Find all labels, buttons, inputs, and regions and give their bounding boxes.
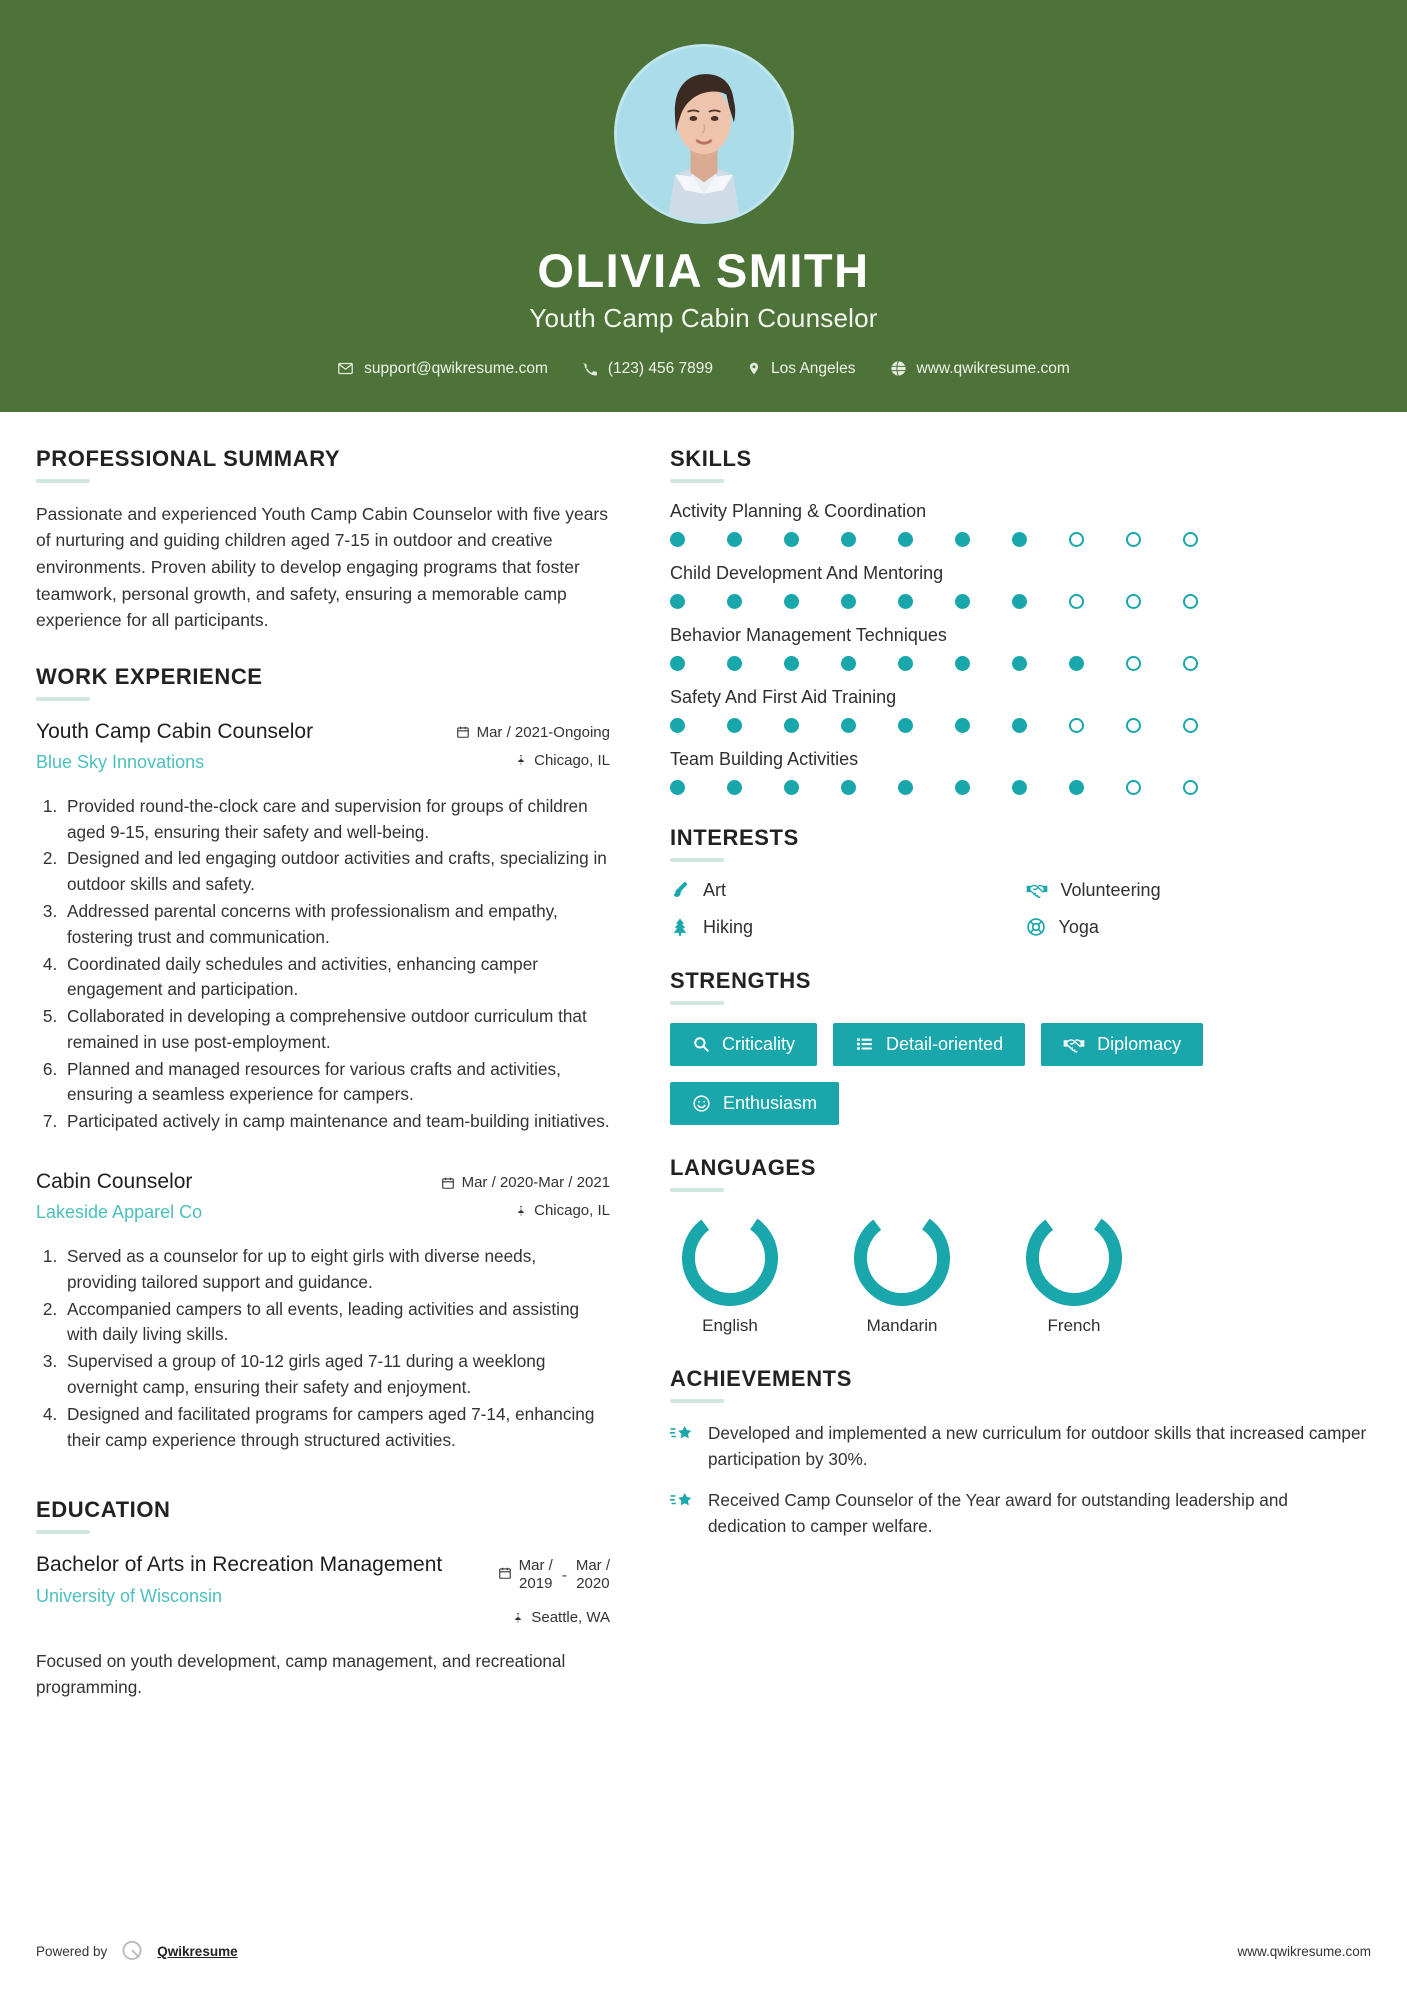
skill-dot-filled: [955, 594, 970, 609]
language-label: English: [702, 1315, 758, 1335]
education-school[interactable]: University of Wisconsin: [36, 1585, 223, 1606]
work-bullet: 1. Served as a counselor for up to eight girls with diverse needs, providing tailored support and guidance.: [62, 1244, 610, 1296]
skill-dot-filled: [1069, 656, 1084, 671]
skill-dot-empty: [1126, 594, 1141, 609]
education-start-date: [519, 1557, 553, 1593]
skill-dot-filled: [1012, 780, 1027, 795]
section-rule: [670, 1188, 724, 1192]
work-organization[interactable]: Blue Sky Innovations: [36, 751, 205, 772]
skill-label: Team Building Activities: [670, 748, 859, 769]
section-interests: [670, 825, 1371, 938]
pin-icon: [512, 1611, 524, 1625]
powered-by: [36, 1938, 238, 1964]
skill-label: Child Development And Mentoring: [670, 562, 944, 583]
education-end-year: 2020: [576, 1575, 610, 1593]
skill-dot-filled: [670, 532, 685, 547]
language-item: [1014, 1210, 1134, 1336]
achievement-item: [670, 1421, 1371, 1473]
strength-label: Detail-oriented: [886, 1033, 1004, 1054]
work-location: [441, 1202, 610, 1219]
work-entry: [36, 719, 610, 1135]
language-item: [842, 1210, 962, 1336]
work-organization[interactable]: Lakeside Apparel Co: [36, 1202, 203, 1223]
strength-badge-detail-oriented: [833, 1023, 1025, 1066]
skill-dot-empty: [1069, 594, 1084, 609]
list-icon: [855, 1035, 874, 1053]
skill-dot-filled: [670, 718, 685, 733]
contact-email-value: support@qwikresume.com: [364, 359, 548, 377]
globe-icon: [890, 360, 907, 377]
achievement-text: Developed and implemented a new curriculum for outdoor skills that increased camper participation by 30%.: [708, 1422, 1367, 1469]
section-work-experience: [36, 664, 610, 1454]
education-description: Focused on youth development, camp management, and recreational programming.: [36, 1651, 566, 1698]
education-date-dash: -: [561, 1566, 567, 1584]
skill-dot-empty: [1183, 780, 1198, 795]
skill-dot-filled: [1012, 594, 1027, 609]
section-heading-education: EDUCATION: [36, 1497, 171, 1523]
section-education: [36, 1497, 610, 1701]
strength-badge-criticality: [670, 1023, 817, 1066]
skill-dot-filled: [784, 780, 799, 795]
skill-dot-empty: [1126, 718, 1141, 733]
skill-dot-filled: [1012, 656, 1027, 671]
smiley-icon: [692, 1094, 711, 1113]
skill-dot-filled: [955, 656, 970, 671]
work-bullet: 5. Collaborated in developing a comprehensive outdoor curriculum that remained in use post-employment.: [62, 1004, 610, 1056]
skill-dot-filled: [898, 718, 913, 733]
pin-icon: [515, 1204, 527, 1218]
skill-rating: [670, 656, 1371, 671]
skill-dot-filled: [1012, 532, 1027, 547]
language-ring: [1014, 1210, 1134, 1306]
education-end-date: [576, 1557, 610, 1593]
skill-dot-filled: [670, 656, 685, 671]
education-location: [498, 1609, 610, 1626]
language-label: French: [1047, 1315, 1101, 1335]
education-location-value: Seattle, WA: [531, 1609, 610, 1627]
resume-footer: [0, 1914, 1407, 1990]
skill-dot-empty: [1069, 532, 1084, 547]
skill-dot-filled: [841, 780, 856, 795]
section-rule: [670, 1001, 724, 1005]
section-heading-strengths: STRENGTHS: [670, 967, 812, 993]
page-title: OLIVIA SMITH: [537, 244, 870, 297]
work-bullet: 2. Designed and led engaging outdoor activities and crafts, specializing in outdoor skills and safety.: [62, 846, 610, 898]
skill-dot-empty: [1183, 718, 1198, 733]
skill-dot-filled: [670, 594, 685, 609]
work-bullet: 3. Addressed parental concerns with professionalism and empathy, fostering trust and communication.: [62, 899, 610, 951]
achievement-item: [670, 1488, 1371, 1540]
interest-label: Art: [703, 879, 727, 900]
skill-item: [670, 501, 1371, 547]
skill-dot-filled: [955, 780, 970, 795]
skill-item: [670, 687, 1371, 733]
skill-dot-empty: [1183, 594, 1198, 609]
skill-dot-empty: [1126, 780, 1141, 795]
calendar-icon: [456, 725, 470, 739]
work-role: Cabin Counselor: [36, 1170, 193, 1194]
section-heading-interests: INTERESTS: [670, 824, 799, 850]
education-degree: Bachelor of Arts in Recreation Management: [36, 1553, 443, 1577]
section-rule: [670, 1399, 724, 1403]
skill-item: [670, 625, 1371, 671]
section-skills: [670, 446, 1371, 795]
section-strengths: [670, 968, 1371, 1125]
section-heading-skills: SKILLS: [670, 445, 752, 471]
language-label: Mandarin: [866, 1315, 938, 1335]
work-bullet: 4. Designed and facilitated programs for campers aged 7-14, enhancing their camp experience through structured activities.: [62, 1402, 610, 1454]
work-location: [456, 752, 610, 769]
strength-label: Enthusiasm: [723, 1092, 818, 1113]
resume-header: [0, 0, 1407, 412]
achievement-text: Received Camp Counselor of the Year award for outstanding leadership and dedication to camper welfare.: [708, 1490, 1288, 1537]
section-achievements: [670, 1366, 1371, 1540]
skill-item: [670, 563, 1371, 609]
work-entry: [36, 1169, 610, 1453]
work-dates-value: Mar / 2020-Mar / 2021: [461, 1174, 610, 1192]
skill-dot-filled: [727, 532, 742, 547]
work-bullets: [62, 794, 610, 1135]
skill-dot-filled: [1069, 780, 1084, 795]
skill-dot-filled: [841, 718, 856, 733]
skill-dot-filled: [841, 594, 856, 609]
contact-location-value: Los Angeles: [771, 359, 856, 377]
section-heading-achievements: ACHIEVEMENTS: [670, 1365, 852, 1391]
skill-dot-filled: [1012, 718, 1027, 733]
interest-label: Hiking: [703, 916, 754, 937]
work-bullet: 1. Provided round-the-clock care and supervision for groups of children aged 9-15, ensuring their safety and well-being.: [62, 794, 610, 846]
skill-dot-filled: [727, 656, 742, 671]
work-dates: [456, 724, 610, 741]
calendar-icon: [441, 1176, 455, 1190]
qwikresume-link[interactable]: Qwikresume: [157, 1943, 238, 1959]
section-heading-summary: PROFESSIONAL SUMMARY: [36, 445, 341, 471]
work-location-value: Chicago, IL: [534, 751, 610, 769]
strength-badge-diplomacy: [1041, 1023, 1203, 1066]
language-item: [670, 1210, 790, 1336]
work-role: Youth Camp Cabin Counselor: [36, 719, 314, 743]
education-entry: [36, 1552, 610, 1701]
avatar: [614, 44, 794, 224]
contact-phone-value: (123) 456 7899: [607, 359, 714, 377]
skill-dot-filled: [841, 656, 856, 671]
summary-text: Passionate and experienced Youth Camp Cabin Counselor with five years of nurturing and guiding children aged 7-15 in outdoor and creative environments. Proven ability to develop engaging programs that foster teamwork, personal growth, and safety, ensuring a memorable camp experience for all participants.: [36, 503, 609, 631]
contact-email[interactable]: [320, 360, 565, 378]
tree-icon: [670, 917, 690, 937]
powered-by-label: Powered by: [36, 1943, 108, 1959]
phone-icon: [582, 361, 598, 377]
education-dates: [498, 1557, 610, 1593]
interest-item: [670, 917, 1016, 938]
skill-dot-empty: [1183, 532, 1198, 547]
section-rule: [36, 1530, 90, 1534]
skill-dot-empty: [1183, 656, 1198, 671]
section-rule: [670, 479, 724, 483]
section-rule: [36, 697, 90, 701]
envelope-icon: [337, 360, 354, 377]
section-heading-work: WORK EXPERIENCE: [36, 663, 263, 689]
work-bullet: 4. Coordinated daily schedules and activities, enhancing camper engagement and participation.: [62, 952, 610, 1004]
contact-website[interactable]: [873, 360, 1087, 378]
contact-row: [0, 360, 1407, 378]
map-pin-icon: [747, 360, 761, 377]
resume-body: [0, 412, 1407, 1914]
handshake-icon: [1063, 1035, 1085, 1054]
work-bullet: 7. Participated actively in camp maintenance and team-building initiatives.: [62, 1109, 610, 1135]
skill-dot-filled: [727, 718, 742, 733]
lifebuoy-icon: [1026, 917, 1046, 937]
work-dates: [441, 1174, 610, 1191]
section-rule: [36, 479, 90, 483]
language-ring: [842, 1210, 962, 1306]
skill-dot-filled: [898, 780, 913, 795]
work-bullet: 2. Accompanied campers to all events, leading activities and assisting with daily living skills.: [62, 1297, 610, 1349]
skill-dot-filled: [784, 718, 799, 733]
section-languages: [670, 1155, 1371, 1336]
skill-rating: [670, 594, 1371, 609]
skill-dot-filled: [955, 532, 970, 547]
education-end-month: Mar /: [575, 1557, 610, 1575]
skill-dot-filled: [784, 656, 799, 671]
skill-label: Safety And First Aid Training: [670, 686, 897, 707]
star-badge-icon: [670, 1488, 694, 1513]
strength-label: Diplomacy: [1097, 1033, 1182, 1054]
calendar-icon: [498, 1557, 512, 1584]
interest-item: [1026, 917, 1372, 938]
education-start-month: Mar /: [518, 1557, 553, 1575]
work-bullet: 6. Planned and managed resources for various crafts and activities, ensuring a seamless experience for campers.: [62, 1057, 610, 1109]
skill-label: Behavior Management Techniques: [670, 624, 947, 645]
handshake-icon: [1026, 880, 1048, 900]
right-column: [636, 446, 1371, 1914]
star-badge-icon: [670, 1421, 694, 1446]
interest-item: [1026, 880, 1372, 901]
interest-label: Yoga: [1058, 916, 1099, 937]
work-bullet: 3. Supervised a group of 10-12 girls aged 7-11 during a weeklong overnight camp, ensuring their safety and enjoyment.: [62, 1349, 610, 1401]
skill-dot-filled: [784, 594, 799, 609]
pin-icon: [515, 753, 527, 767]
skill-dot-filled: [898, 594, 913, 609]
interest-label: Volunteering: [1060, 879, 1161, 900]
skill-rating: [670, 718, 1371, 733]
skill-dot-empty: [1069, 718, 1084, 733]
skill-dot-filled: [727, 780, 742, 795]
skill-dot-empty: [1126, 532, 1141, 547]
skill-label: Activity Planning & Coordination: [670, 500, 927, 521]
skill-dot-filled: [898, 656, 913, 671]
skill-item: [670, 749, 1371, 795]
interest-item: [670, 880, 1016, 901]
skill-dot-empty: [1126, 656, 1141, 671]
section-rule: [670, 858, 724, 862]
work-dates-value: Mar / 2021-Ongoing: [476, 723, 610, 741]
skill-dot-filled: [955, 718, 970, 733]
strength-label: Criticality: [722, 1033, 796, 1054]
strength-badge-enthusiasm: [670, 1082, 839, 1125]
skill-dot-filled: [727, 594, 742, 609]
paintbrush-icon: [670, 880, 690, 900]
skill-rating: [670, 532, 1371, 547]
header-job-title: Youth Camp Cabin Counselor: [529, 302, 878, 333]
work-bullets: [62, 1244, 610, 1453]
skill-dot-filled: [670, 780, 685, 795]
skill-dot-filled: [898, 532, 913, 547]
section-heading-languages: LANGUAGES: [670, 1154, 816, 1180]
contact-website-value: www.qwikresume.com: [916, 359, 1070, 377]
language-ring: [670, 1210, 790, 1306]
work-location-value: Chicago, IL: [534, 1202, 610, 1220]
skill-rating: [670, 780, 1371, 795]
search-icon: [692, 1035, 710, 1053]
qwikresume-logo-icon: [119, 1938, 145, 1964]
contact-phone[interactable]: [565, 360, 730, 378]
footer-url[interactable]: www.qwikresume.com: [1237, 1943, 1371, 1959]
skill-dot-filled: [841, 532, 856, 547]
skill-dot-filled: [784, 532, 799, 547]
section-professional-summary: [36, 446, 610, 634]
left-column: [36, 446, 636, 1914]
education-start-year: 2019: [519, 1575, 553, 1593]
contact-location[interactable]: [730, 360, 872, 378]
